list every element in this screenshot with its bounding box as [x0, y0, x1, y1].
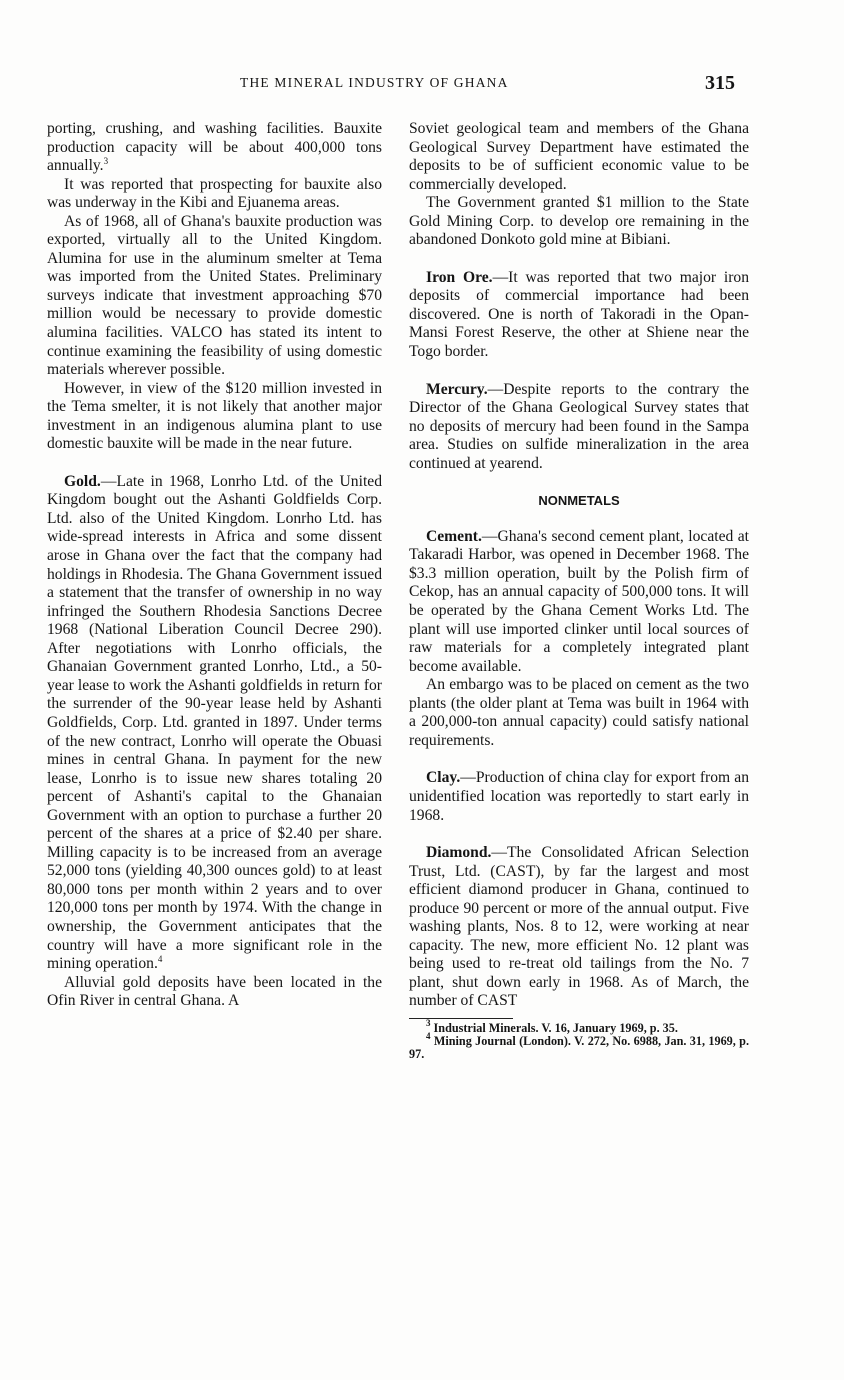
paragraph-gold-continued: Soviet geological team and members of the Ghana Geological Survey Department have estimated the deposits to be of sufficient economic value to be commercially developed. [409, 120, 749, 193]
iron-ore-heading: Iron Ore. [426, 268, 493, 286]
clay-heading: Clay. [426, 769, 461, 787]
gold-heading: Gold. [64, 472, 101, 490]
paragraph-gold: Gold.—Late in 1968, Lonrho Ltd. of the United Kingdom bought out the Ashanti Goldfields Corp. Ltd. also of the United Kingdom. Lonrho Ltd. has wide-spread interests in Africa and some dissent arose in Ghana over the fact that the company had holdings in Rhodesia. The Ghana Government issued a statement that the transfer of ownership in no way infringed the Southern Rhodesia Sanctions Decree 1968 (National Liberation Council Decree 290). After negotiations with Lonrho officials, the Ghanaian Government granted Lonrho, Ltd., a 50-year lease to work the Ashanti goldfields in return for the surrender of the 90-year lease held by Ashanti Goldfields, Corp. Ltd. granted in 1897. Under terms of the new contract, Lonrho will operate the Obuasi mines in central Ghana. In payment for the new lease, Lonrho is to issue new shares totaling 20 percent of Ashanti's capital to the Ghanaian Government with an option to purchase a further 20 percent of the shares at a price of $2.40 per share. Milling capacity is to be increased from an average 52,000 tons (yielding 40,300 ounces gold) to at least 80,000 tons per month within 2 years and to over 120,000 tons per month by 1974. With the change in ownership, the Government anticipates that the country will have a more significant role in the mining operation.$^4$ [47, 472, 382, 973]
left-column [47, 120, 382, 1011]
diamond-heading: Diamond. [426, 844, 492, 862]
footnote-4: $^4$ Mining Journal (London). V. 272, No. 6988, Jan. 31, 1969, p. 97. [409, 1030, 749, 1061]
footnote-ref-4: 4 [157, 954, 163, 965]
footnote-ref-3: 3 [103, 156, 109, 167]
footnote-divider [409, 1018, 513, 1019]
page-number: 315 [705, 72, 735, 94]
page-header [0, 72, 844, 96]
paragraph-diamond: Diamond.—The Consolidated African Selection Trust, Ltd. (CAST), by far the largest and most efficient diamond producer in Ghana, continued to produce 90 percent or more of the annual output. Five washing plants, Nos. 8 to 12, were working at near capacity. The new, more efficient No. 12 plant was being used to re-treat old tailings from the No. 7 plant, shut down early in 1968. As of March, the number of CAST [409, 844, 749, 1010]
paragraph-mercury: Mercury.—Despite reports to the contrary the Director of the Ghana Geological Survey states that no deposits of mercury had been found in the Sampa area. Studies on sulfide mineralization in the area continued at yearend. [409, 380, 749, 472]
paragraph-bibiani-grant: The Government granted $1 million to the State Gold Mining Corp. to develop ore remaining in the abandoned Donkoto gold mine at Bibiani. [409, 194, 749, 249]
paragraph-alluvial-gold: Alluvial gold deposits have been located in the Ofin River in central Ghana. A [47, 973, 382, 1010]
paragraph-iron-ore: Iron Ore.—It was reported that two major iron deposits of commercial importance had been discovered. One is north of Takoradi in the Opan-Mansi Forest Reserve, the other at Shiene near the Togo border. [409, 268, 749, 361]
mercury-heading: Mercury. [426, 380, 488, 398]
paragraph-clay: Clay.—Production of china clay for export from an unidentified location was reportedly to start early in 1968. [409, 769, 749, 824]
footnote-3: $^3$ Industrial Minerals. V. 16, January 1969, p. 35. [426, 1017, 678, 1035]
paragraph-bauxite-capacity: porting, crushing, and washing facilities. Bauxite production capacity will be about 400,000 tons annually.$^3$ [47, 120, 382, 175]
section-heading-nonmetals: NONMETALS [538, 493, 620, 509]
paragraph-cement: Cement.—Ghana's second cement plant, located at Takaradi Harbor, was opened in December 1968. The $3.3 million operation, built by the Polish firm of Cekop, has an annual capacity of 500,000 tons. It will be operated by the Ghana Cement Works Ltd. The plant will use imported clinker until local sources of raw materials for a completely integrated plant become available. [409, 527, 749, 675]
running-title: THE MINERAL INDUSTRY OF GHANA [240, 75, 509, 90]
right-column [409, 120, 749, 1061]
paragraph-tema-smelter: However, in view of the $120 million invested in the Tema smelter, it is not likely that another major investment in an indigenous alumina plant to use domestic bauxite will be made in the near future. [47, 379, 382, 453]
paragraph-bauxite-prospecting: It was reported that prospecting for bauxite also was underway in the Kibi and Ejuanema areas. [47, 175, 382, 212]
paragraph-cement-embargo: An embargo was to be placed on cement as the two plants (the older plant at Tema was built in 1964 with a 200,000-ton annual capacity) could satisfy national requirements. [409, 676, 749, 749]
paragraph-bauxite-export: As of 1968, all of Ghana's bauxite production was exported, virtually all to the United Kingdom. Alumina for use in the aluminum smelter at Tema was imported from the United States. Preliminary surveys indicate that investment approaching $70 million would be necessary to provide domestic alumina facilities. VALCO has stated its intent to continue examining the feasibility of using domestic materials wherever possible. [47, 212, 382, 379]
cement-heading: Cement. [426, 527, 482, 545]
